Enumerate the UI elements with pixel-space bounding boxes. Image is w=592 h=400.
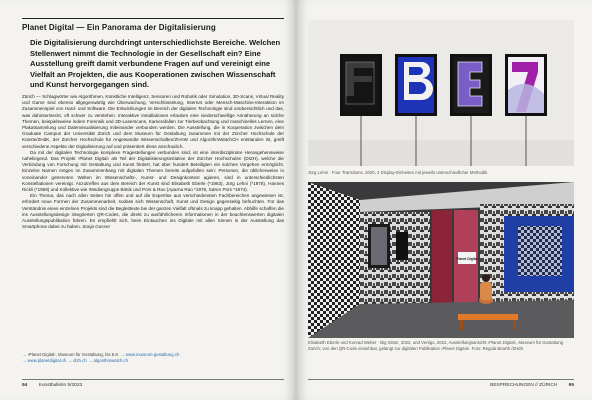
display-screens-illustration bbox=[308, 20, 574, 166]
link-museum[interactable]: www.museum-gestaltung.ch bbox=[125, 352, 180, 357]
link-algorithmwatch[interactable]: algorithmwatch.ch bbox=[93, 357, 129, 363]
section-label: BESPRECHUNGEN // ZÜRICH bbox=[490, 383, 558, 388]
article-lead: Die Digitalisierung durchdringt unterschiedlichste Bereiche. Welchen Stellenwert nimmt die Technologie in der Gesellschaft ein? Eine Ausstellung greift damit verbundene Fragen auf und vereinigt eine Vielfalt an Projekten, die aus Kooperationen zwischen Wissenschaft und Kunst hervorgegangen sind. bbox=[30, 38, 281, 90]
magazine-issue: Kunstbulletin 5/2023 bbox=[38, 383, 83, 388]
left-footer bbox=[22, 379, 284, 388]
exhibition-illustration bbox=[308, 182, 574, 338]
photo-four-transitions bbox=[308, 20, 574, 166]
arrow-icon: → bbox=[120, 352, 125, 357]
arrow-icon: → bbox=[87, 357, 93, 363]
page-number-left: 94 bbox=[22, 383, 28, 388]
photo-exhibition-view bbox=[308, 182, 574, 338]
article-header: Planet Digital — Ein Panorama der Digitalisierung bbox=[22, 18, 284, 32]
right-footer bbox=[308, 379, 574, 388]
paragraph-3 bbox=[22, 193, 284, 230]
caption-photo-1: Jürg Lehni · Four Transitions, 2020, 4 Display-Einheiten mit jeweils unterschiedlicher Methodik bbox=[308, 170, 488, 175]
arrow-icon: → bbox=[22, 357, 27, 363]
links-intro: → ›Planet Digital‹, Museum für Gestaltung, bis 6.8. bbox=[22, 352, 119, 357]
screen-2 bbox=[395, 54, 437, 116]
screen-1 bbox=[340, 54, 382, 116]
arrow-icon: → bbox=[67, 357, 72, 363]
paragraph-1: Zürich — Schlagwörter wie Algorithmen, Künstliche Intelligenz, Sensoren und Robotik oder Simulation, 3D-Scans, Virtual Reality und Game sind ebenso allgegenwärtig wie Überwachung, Verschlüsselung, Internet oder Mensch-Maschine-Interaktion im Zusammenspiel von Hard- und Software. Die Entwicklungen im Bereich der digitalen Technologie sind unübersichtlich und das, was dahintersteckt, oft schwer zu verstehen. Interaktive Installationen erlauben eine niederschwellige Annäherung an solche Themen, beispielsweise indem Forensik und 3D-Laserscans, Kamerafallen zur Tierbeobachtung und maschinelles Lernen, eine Plakatsammlung und Datenvisualisierung miteinander verbunden werden. Die Ausstellung, die in Kooperation zwischen dem Graduate Campus der Universität Zürich und dem Museum für Gestaltung zusammen mit der Zürcher Hochschule der Künste/ZHdK, der Zürcher Hochschule für Angewandte Wissenschaften/ZHAW und AlgorithmWatchCH entstanden ist, greift verschiedene Aspekte der Digitalisierung auf und präsentiert diese anschaulich. bbox=[22, 94, 284, 149]
link-planetdigital[interactable]: www.planetdigital.ch bbox=[27, 357, 67, 363]
paragraph-3-text: Ein Thema, das nach allen Seiten hin offen und auf die Expertise aus verschiedensten Fachbereichen angewiesen ist, erfordert neue Formen der Zusammenarbeit, sodass sich Wissenschaft, Kunst und Design gegenseitig befruchten. Für das Verständnis eines einzelnen Projekts sind die Begleittexte bei der ganzen Vielfalt oftmals zu knapp gehalten. Abhilfe schaffen die ins Ausstellungsdesign integrierten QR-Codes, die direkt zu ausführlicheren Informationen in der beachtenswerten digitalen Ausstellungspublikation führen. Es empfiehlt sich, beim Eintauchen ins Digitale mit allen Sinnen in der Ausstellung das Smartphone dabei zu haben. bbox=[22, 193, 284, 230]
paragraph-2: Da mit der digitalen Technologie komplexe Fragestellungen verbunden sind, ist eine interdisziplinäre Herangehensweise naheliegend. Das Projekt ›Planet Digital‹ als Teil der Digitalisierungsinitiative der Zürcher Hochschulen (DIZH), welche die Verbindung von Forschung mit Gestaltung und Kunst fördert, hat über hundert Beteiligten ein solches Vorgehen ermöglicht. Einzelne Namen mögen im Zusammenhang mit digitalen Themen bereits aufgefallen sein: Personen, die üblicherweise in voneinander getrennten Welten im Wissenschafts-, Kunst- und Designkontext agieren, sind in unterschiedlichsten Konstellationen vereinigt. Anzutreffen aus dem Bereich der Kunst sind Elisabeth Eberle (*1963), Jürg Lehni (*1978), Hannes Rickli (*1959) und Kollektive wie !Mediengruppe Bitnik und Pors & Rao (Aparna Rao *1978, Søren Pors *1974). bbox=[22, 149, 284, 193]
article-links bbox=[22, 352, 284, 364]
screen-4 bbox=[505, 54, 547, 116]
right-page bbox=[296, 0, 592, 400]
caption-photo-2: Elisabeth Eberle und Konrad Weber · Big Sister, 2022, und Vertigo, 2022, Ausstellungsansicht ›Planet Digital‹, Museum für Gestaltung Zürich; von den QR-Code einsehbar, gelangt zur digitalen Publikation ›Planet Digital‹. Foto: Regula Bearth /ZHdK bbox=[308, 340, 564, 351]
exhibition-sign: Planet Digital bbox=[456, 257, 478, 261]
article-author: Sonja Gasser bbox=[82, 224, 111, 230]
screen-3 bbox=[450, 54, 492, 116]
article-body bbox=[22, 94, 284, 230]
link-dizh[interactable]: dizh.ch bbox=[73, 357, 87, 363]
page-number-right: 95 bbox=[568, 383, 574, 388]
